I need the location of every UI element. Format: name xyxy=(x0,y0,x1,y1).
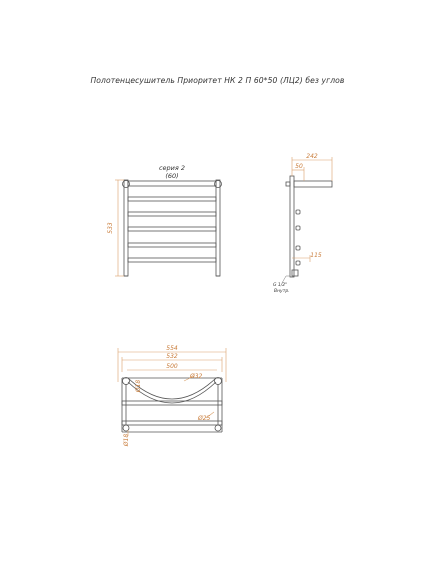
side-post xyxy=(290,176,294,277)
dia-post-bottom-label: Ø18 xyxy=(123,433,130,447)
thread-note: Внутр. xyxy=(274,289,290,294)
front-right-rail xyxy=(216,180,220,276)
dia-pipe-label: Ø32 xyxy=(190,373,203,380)
top-view xyxy=(118,345,226,447)
depth-bottom-dimension: 115 xyxy=(310,252,322,259)
side-top-shelf xyxy=(294,181,332,187)
front-rung xyxy=(128,227,216,231)
front-rung xyxy=(128,243,216,247)
side-rung-stub xyxy=(296,226,300,230)
front-left-rail xyxy=(124,180,128,276)
page-title: Полотенцесушитель Приоритет НК 2 П 60*50 (ЛЦ2) без углов xyxy=(90,76,345,85)
depth-total-dimension: 242 xyxy=(306,153,318,160)
width-inner-dimension: 500 xyxy=(166,363,178,370)
top-right-post xyxy=(215,378,222,385)
thread-label: G 1/2" xyxy=(273,283,288,288)
dia-rung-label: Ø25 xyxy=(198,415,211,422)
depth-top-dimension: 50 xyxy=(295,163,303,170)
front-view xyxy=(107,164,222,276)
front-rung xyxy=(128,212,216,216)
width-mid-dimension: 532 xyxy=(166,353,178,360)
front-right-mount xyxy=(215,181,222,188)
front-rung xyxy=(128,197,216,201)
side-rung-stub xyxy=(296,261,300,265)
front-top-bar xyxy=(128,181,216,186)
dia-post-label: Ø18 xyxy=(135,379,142,393)
side-rung-stub xyxy=(296,210,300,214)
top-right-post-bottom xyxy=(215,425,221,431)
series-label: серия 2 xyxy=(158,164,186,172)
side-rung-stub xyxy=(296,246,300,250)
height-dimension: 533 xyxy=(107,222,114,234)
top-left-post xyxy=(123,378,130,385)
width-outer-dimension: 554 xyxy=(166,345,178,352)
series-sub-label: (60) xyxy=(165,172,179,180)
front-rung xyxy=(128,258,216,262)
front-left-mount xyxy=(123,181,130,188)
side-view xyxy=(273,153,332,294)
